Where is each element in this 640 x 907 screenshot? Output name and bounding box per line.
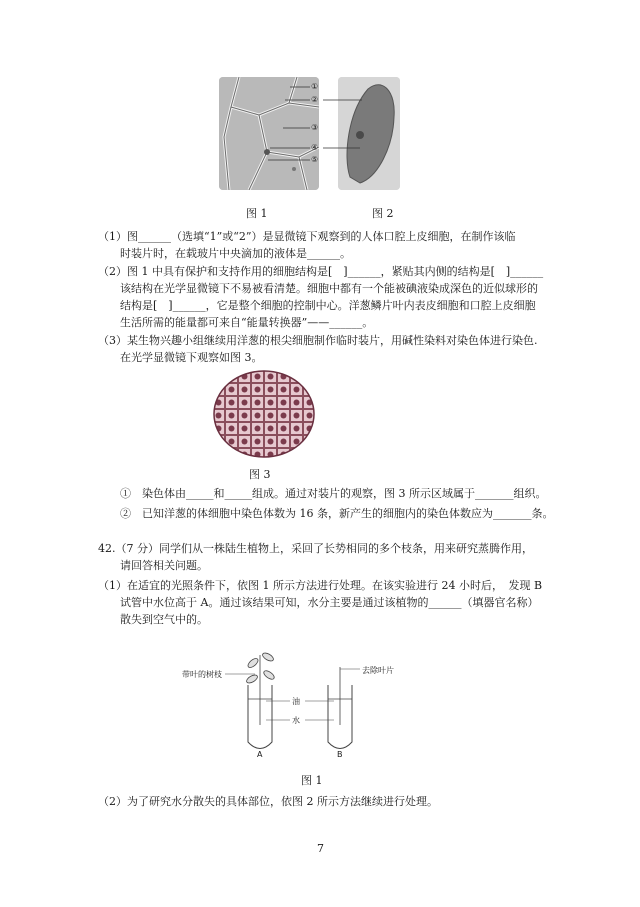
page-number: 7 bbox=[317, 842, 324, 855]
q41-item1: ① 染色体由_____和_____组成。通过对装片的观察，图 3 所示区域属于_______组织。 bbox=[120, 487, 547, 500]
label-water: 水 bbox=[292, 716, 300, 725]
q41-p2-line4: 生活所需的能量都可来自“能量转换器”——______。 bbox=[120, 316, 374, 329]
q41-p2-line1: （2）图 1 中具有保护和支持作用的细胞结构是[ ]______，紧贴其内侧的结构是[ ]______ bbox=[98, 265, 544, 278]
q41-p1-line2: 时装片时，在载玻片中央滴加的液体是______。 bbox=[120, 247, 351, 260]
diagram-caption: 图 1 bbox=[301, 774, 323, 787]
label-tube-b: B bbox=[337, 750, 343, 759]
q41-item2: ② 已知洋葱的体细胞中染色体数为 16 条，新产生的细胞内的染色体数应为_______条。 bbox=[120, 507, 554, 520]
label-leafy-branch: 带叶的树枝 bbox=[182, 670, 222, 679]
q42-p1-line3: 散失到空气中的。 bbox=[120, 613, 208, 626]
figure1-caption: 图 1 bbox=[246, 207, 268, 220]
marker-1: ① bbox=[311, 82, 319, 91]
label-leaves-removed: 去除叶片 bbox=[362, 666, 394, 675]
q41-p3-line1: （3）某生物兴趣小组继续用洋葱的根尖细胞制作临时装片，用碱性染料对染色体进行染色. bbox=[98, 334, 538, 347]
figure3-image bbox=[212, 370, 317, 458]
q41-p3-line2: 在光学显微镜下观察如图 3。 bbox=[120, 351, 263, 364]
label-oil: 油 bbox=[292, 697, 300, 706]
marker-4: ④ bbox=[311, 143, 319, 152]
leafy-branch bbox=[245, 651, 275, 725]
marker-3: ③ bbox=[311, 123, 319, 132]
marker-5: ⑤ bbox=[311, 155, 319, 164]
label-tube-a: A bbox=[257, 750, 263, 759]
figure3-caption: 图 3 bbox=[249, 468, 271, 481]
figure-leader-lines bbox=[0, 0, 640, 200]
q42-p1-line1: （1）在适宜的光照条件下，依图 1 所示方法进行处理。在该实验进行 24 小时后， 发现 B bbox=[98, 579, 543, 592]
figure2-caption: 图 2 bbox=[372, 207, 394, 220]
q42-p1-line2: 试管中水位高于 A。通过该结果可知，水分主要是通过该植物的______（填器官名称） bbox=[120, 596, 539, 609]
q41-p2-line3: 结构是[ ]______，它是整个细胞的控制中心。洋葱鳞片叶内表皮细胞和口腔上皮细胞 bbox=[120, 299, 536, 312]
marker-2: ② bbox=[311, 95, 319, 104]
q42-p2-line1: （2）为了研究水分散失的具体部位，依图 2 所示方法继续进行处理。 bbox=[98, 795, 438, 808]
q42-head-line2: 请回答相关问题。 bbox=[120, 559, 208, 572]
test-tube-diagram bbox=[160, 645, 460, 760]
q42-head-line1: 42.（7 分）同学们从一株陆生植物上，采回了长势相同的多个枝条，用来研究蒸腾作用， bbox=[98, 542, 533, 555]
q41-p2-line2: 该结构在光学显微镜下不易被看清楚。细胞中都有一个能被碘液染成深色的近似球形的 bbox=[120, 282, 538, 295]
q41-p1-line1: （1）图______（选填“1”或“2”）是显微镜下观察到的人体口腔上皮细胞，在制作该临 bbox=[98, 230, 516, 243]
